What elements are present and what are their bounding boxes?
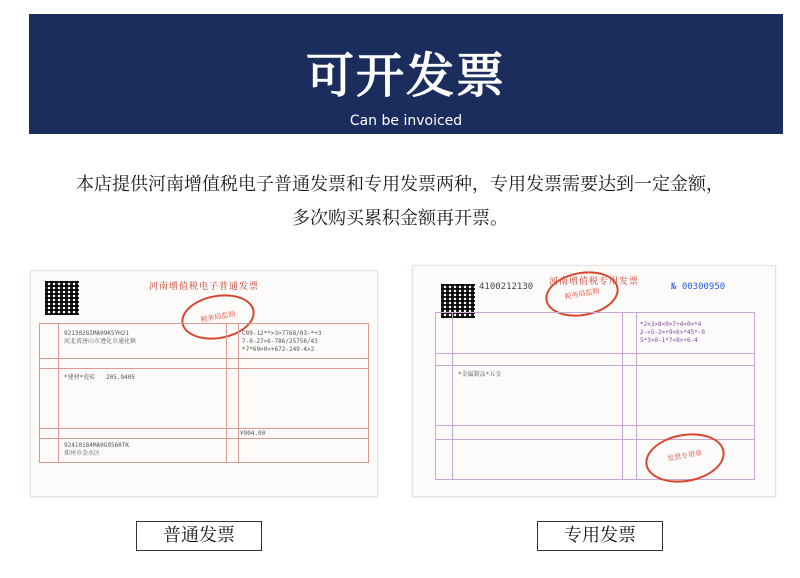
company-seal-icon: 发票专用章 bbox=[641, 427, 728, 488]
ordinary-invoice-caption: 普通发票 bbox=[136, 521, 262, 551]
description-line-1: 本店提供河南增值税电子普通发票和专用发票两种，专用发票需要达到一定金额， bbox=[76, 174, 724, 195]
banner-title: 可开发票 bbox=[305, 48, 506, 104]
special-invoice-caption: 专用发票 bbox=[537, 521, 663, 551]
description bbox=[0, 168, 800, 236]
ordinary-invoice-heading: 河南增值税电子普通发票 bbox=[148, 282, 259, 292]
special-invoice-table: *2<3>8<0>7+4<0>*4 2->5-2>+9<6>*45*-0 5*3>0-1*7<8>+6-4 *金属制品*五金 bbox=[435, 312, 755, 480]
description-line-2: 多次购买累积金额再开票。 bbox=[292, 208, 508, 229]
invoice-number: № 00300950 bbox=[671, 282, 726, 292]
invoice-code: 4100212130 bbox=[479, 282, 534, 292]
special-invoice-image bbox=[412, 265, 776, 497]
banner-subtitle: Can be invoiced bbox=[349, 113, 463, 129]
official-seal-icon: 税务局监制 bbox=[542, 266, 623, 322]
official-seal-icon: 税务局监制 bbox=[178, 289, 259, 345]
header-banner bbox=[29, 14, 783, 134]
special-invoice-heading: 河南增值税专用发票 bbox=[548, 277, 639, 287]
ordinary-invoice-table: 9213028IMA09K5YH21 河北省唐山市遵化市通化镇 C09-12**>3>7768/03-*+3 7-0-27>6-786/25756/43 *7*69>0<+672-249-4>2 *建材*瓷砖 205.9405 ¥904.00 92410184MA0G9560TK 郑州市金水区 bbox=[39, 323, 369, 463]
ordinary-invoice-image bbox=[30, 270, 378, 497]
